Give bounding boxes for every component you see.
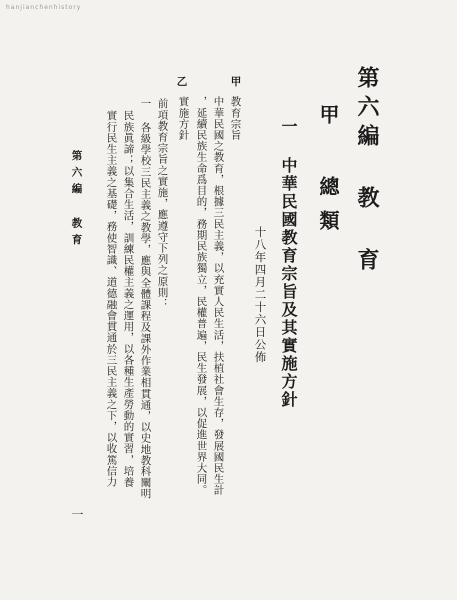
- chapter-title: 第六編 教 育: [354, 66, 380, 277]
- subheading-education-aims: 教育宗旨: [229, 96, 242, 141]
- watermark-text: hanjianchenhistory: [6, 4, 82, 11]
- page-number: 一: [70, 508, 84, 520]
- body-line-1: 中華民國之教育，根據三民主義，以充實人民生活，扶植社會生存，發展國民生計: [212, 96, 225, 496]
- subheading-implementation: 實施方針: [177, 96, 190, 141]
- promulgation-date: 十八年四月二十六日公佈: [253, 226, 268, 364]
- body-line-2: ，延續民族生命爲目的，務期民族獨立，民權普遍，民生發展，以促進世界大同。: [195, 96, 208, 496]
- body-line-5: 民族眞諦；以集合生活，訓練民權主義之運用，以各種生產勞動的實習，培養: [122, 110, 135, 488]
- body-line-6: 實行民生主義之基礎，務使智識、道德融會貫通於三民主義之下，以收篤信力: [105, 110, 118, 488]
- body-line-3: 前項教育宗旨之實施，應遵守下列之原則：: [156, 98, 169, 309]
- section-title: 甲 總類: [316, 104, 340, 244]
- item-marker-yi: 乙: [175, 76, 188, 87]
- item-marker-jia: 甲: [229, 76, 242, 87]
- running-head: 第六編 教育: [70, 150, 83, 251]
- heading-one: 一 中華民國教育宗旨及其實施方針: [279, 118, 298, 409]
- body-line-4: 一 各級學校三民主義之教學，應與全體課程及課外作業相貫通，以史地教科闡明: [139, 98, 152, 500]
